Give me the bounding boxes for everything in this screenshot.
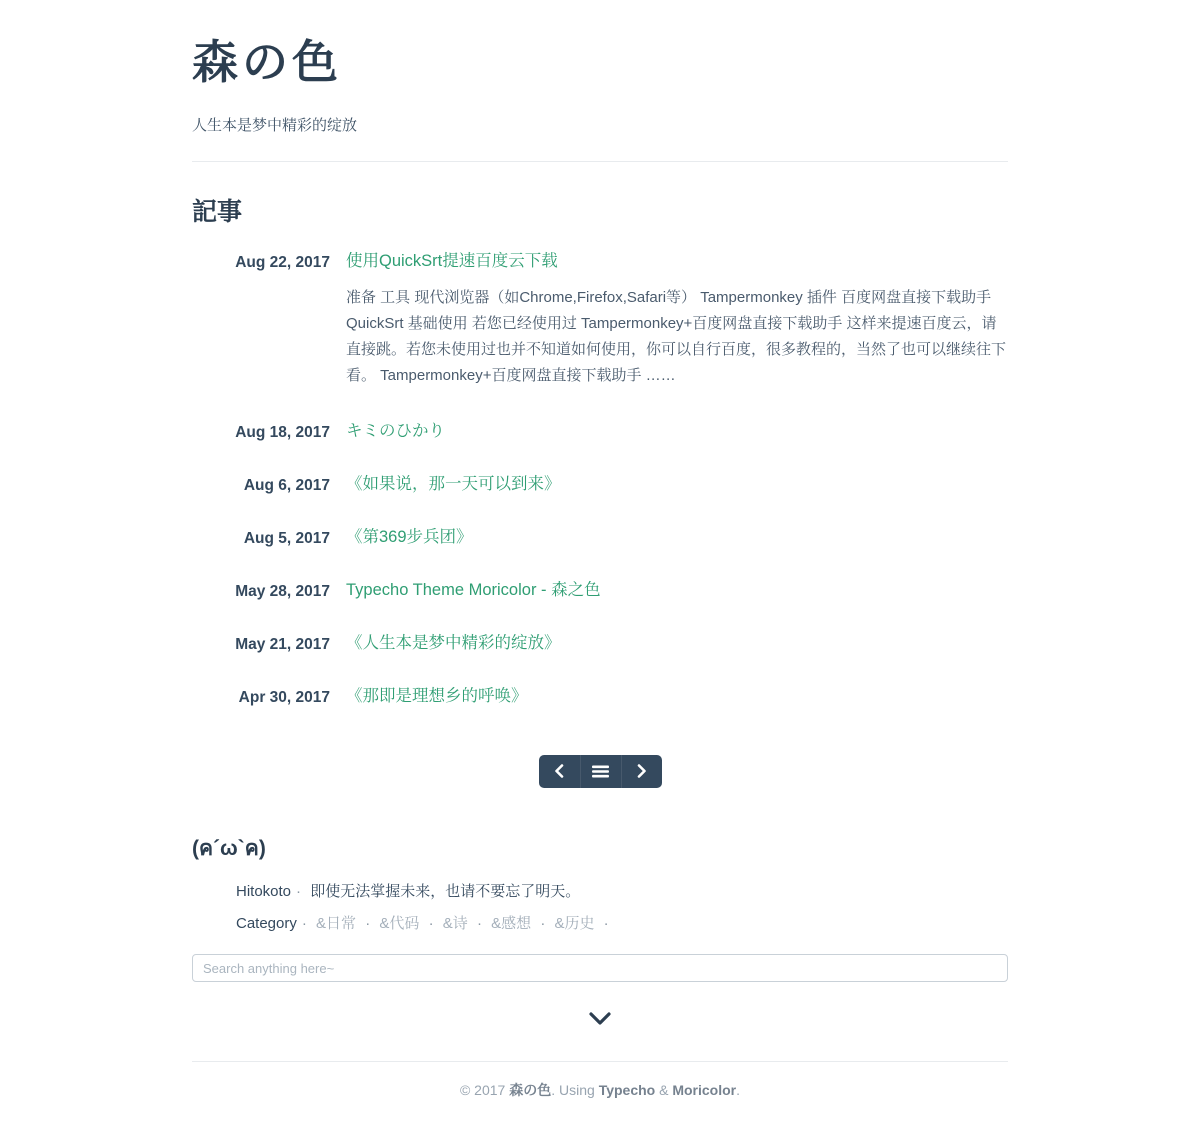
category-link[interactable]: &历史	[554, 914, 595, 932]
footer-using-text: . Using	[551, 1082, 595, 1099]
category-link[interactable]: &代码	[379, 914, 420, 932]
chevron-left-icon	[554, 764, 564, 778]
article-date: Apr 30, 2017	[238, 688, 330, 706]
archive-title: 記事	[192, 198, 243, 226]
article-row	[192, 687, 1008, 707]
dot-separator: ·	[365, 914, 371, 932]
article-title-link[interactable]: 《如果说，那一天可以到来》	[346, 474, 561, 493]
search-input[interactable]	[192, 954, 1008, 982]
article-date: Aug 6, 2017	[243, 476, 330, 494]
article-title-link[interactable]: キミのひかり	[346, 421, 445, 440]
article-row	[192, 634, 1008, 654]
chevron-down-icon	[589, 1012, 611, 1025]
article-excerpt: 准备 工具 现代浏览器（如Chrome,Firefox,Safari等） Tampermonkey 插件 百度网盘直接下载助手 QuickSrt 基础使用 若您已经使用过 Tampermonkey+百度网盘直接下载助手 这样来提速百度云，请直接跳。若您未使用过也并不知道如何使用，你可以自行百度，很多教程的，当然了也可以继续往下看。 Tampermonkey+百度网盘直接下载助手 ……	[346, 288, 1007, 384]
dot-separator: ·	[603, 914, 609, 932]
dot-separator: ·	[301, 914, 307, 932]
typecho-link[interactable]: Typecho	[598, 1082, 656, 1099]
footer-period: .	[736, 1082, 741, 1099]
archive-section	[192, 192, 1008, 788]
header-divider	[192, 161, 1008, 162]
article-title-link[interactable]: 《那即是理想乡的呼唤》	[346, 686, 528, 705]
pagination	[192, 755, 1008, 788]
expand-button[interactable]	[585, 1008, 615, 1029]
article-date: May 21, 2017	[235, 635, 330, 653]
article-date: Aug 18, 2017	[235, 423, 330, 441]
site-subtitle: 人生本是梦中精彩的绽放	[192, 117, 358, 134]
chevron-right-icon	[637, 764, 647, 778]
article-row	[192, 475, 1008, 495]
article-row	[192, 581, 1008, 601]
kaomoji-heading: (ค´ω`ค)	[192, 836, 266, 860]
category-link[interactable]: &日常	[316, 914, 357, 932]
article-title-link[interactable]: 《人生本是梦中精彩的绽放》	[346, 633, 561, 652]
site-title[interactable]: 森の色	[192, 36, 342, 88]
hitokoto-text: 即使无法掌握未来，也请不要忘了明天。	[310, 882, 581, 900]
copyright-text: © 2017	[459, 1082, 506, 1099]
moricolor-link[interactable]: Moricolor	[672, 1082, 737, 1099]
sidebar-widget	[192, 832, 1008, 935]
category-line	[236, 913, 1008, 935]
hitokoto-label: Hitokoto	[236, 882, 292, 900]
article-title-link[interactable]: 使用QuickSrt提速百度云下载	[346, 252, 558, 270]
footer-ampersand: &	[659, 1082, 669, 1099]
next-page-button[interactable]	[621, 755, 662, 788]
category-link[interactable]: &感想	[491, 914, 532, 932]
menu-icon	[592, 765, 609, 778]
footer-site-name: 森の色	[509, 1082, 552, 1099]
article-date: Aug 22, 2017	[235, 254, 330, 271]
dot-separator: ·	[296, 882, 302, 900]
article-title-link[interactable]: 《第369步兵团》	[346, 527, 473, 546]
page-menu-button[interactable]	[580, 755, 621, 788]
article-title-link[interactable]: Typecho Theme Moricolor - 森之色	[346, 580, 601, 599]
site-header	[192, 0, 1008, 135]
article-date: May 28, 2017	[235, 582, 330, 600]
article-row	[192, 422, 1008, 442]
article-row	[192, 252, 1008, 389]
dot-separator: ·	[476, 914, 482, 932]
category-link[interactable]: &诗	[442, 914, 468, 932]
hitokoto-line	[236, 881, 1008, 903]
article-row	[192, 528, 1008, 548]
article-date: Aug 5, 2017	[243, 529, 330, 547]
prev-page-button[interactable]	[539, 755, 580, 788]
dot-separator: ·	[540, 914, 546, 932]
search-section	[192, 954, 1008, 982]
category-label: Category	[236, 914, 297, 932]
dot-separator: ·	[428, 914, 434, 932]
site-footer	[192, 1062, 1008, 1126]
